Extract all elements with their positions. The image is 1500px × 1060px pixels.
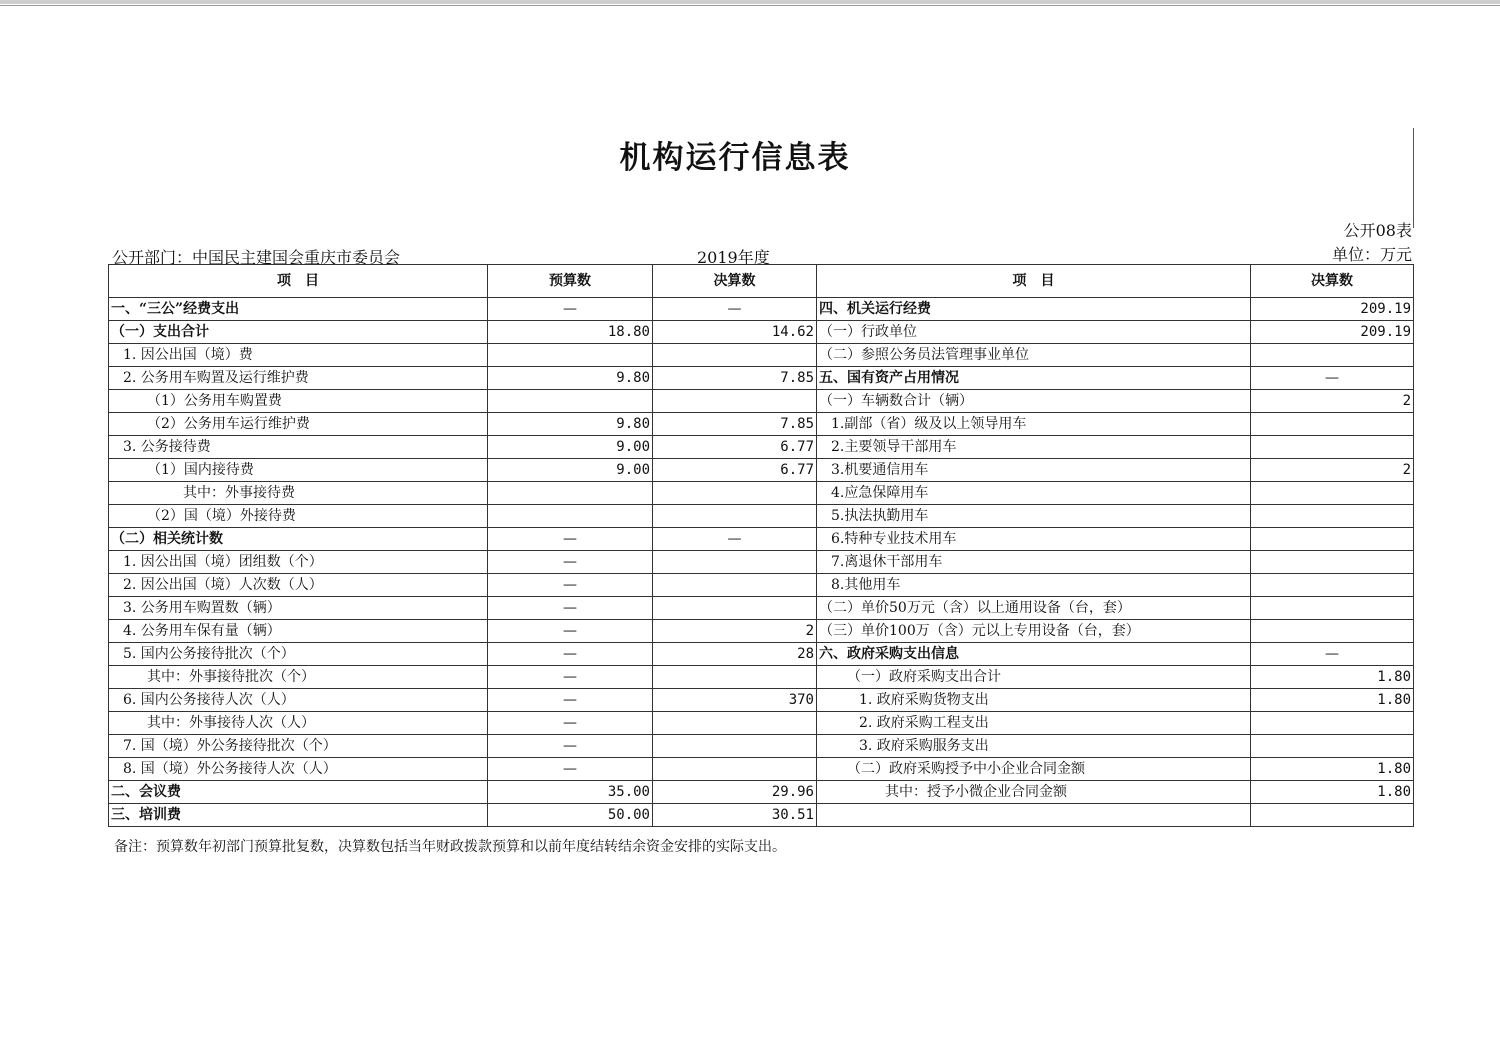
row-final <box>653 735 817 758</box>
table-row <box>109 620 1414 643</box>
row-final <box>653 344 817 367</box>
header-item-right: 项 目 <box>817 265 1251 298</box>
row-label: 1. 因公出国（境）团组数（个） <box>109 551 488 574</box>
row-right-label: 1. 政府采购货物支出 <box>817 689 1251 712</box>
row-budget: — <box>488 551 653 574</box>
row-final: 29.96 <box>653 781 817 804</box>
row-right-value <box>1251 735 1414 758</box>
year-label: 2019年度 <box>697 248 770 267</box>
row-right-label: 四、机关运行经费 <box>817 298 1251 321</box>
table-row <box>109 781 1414 804</box>
row-budget: — <box>488 758 653 781</box>
row-budget <box>488 505 653 528</box>
row-label: 其中：外事接待费 <box>109 482 488 505</box>
row-right-label: 5.执法执勤用车 <box>817 505 1251 528</box>
row-right-value: 209.19 <box>1251 321 1414 344</box>
row-right-value: — <box>1251 643 1414 666</box>
row-right-label: 六、政府采购支出信息 <box>817 643 1251 666</box>
footnote: 备注：预算数年初部门预算批复数，决算数包括当年财政拨款预算和以前年度结转结余资金安排的实际支出。 <box>114 839 786 855</box>
row-budget: — <box>488 620 653 643</box>
row-final: 370 <box>653 689 817 712</box>
table-row <box>109 390 1414 413</box>
header-final-left: 决算数 <box>653 265 817 298</box>
table-row <box>109 413 1414 436</box>
scan-top-rule <box>0 5 1500 6</box>
header-item-left: 项 目 <box>109 265 488 298</box>
info-table <box>108 264 1414 827</box>
row-right-value <box>1251 712 1414 735</box>
row-budget: 9.80 <box>488 367 653 390</box>
row-right-value: 2 <box>1251 390 1414 413</box>
row-right-value <box>1251 804 1414 827</box>
row-final: 2 <box>653 620 817 643</box>
row-final <box>653 390 817 413</box>
row-right-label: 7.离退休干部用车 <box>817 551 1251 574</box>
row-budget: 18.80 <box>488 321 653 344</box>
row-right-label: 3. 政府采购服务支出 <box>817 735 1251 758</box>
table-row <box>109 482 1414 505</box>
row-right-value: 1.80 <box>1251 666 1414 689</box>
row-right-label <box>817 804 1251 827</box>
row-right-label: 6.特种专业技术用车 <box>817 528 1251 551</box>
row-label: 2. 因公出国（境）人次数（人） <box>109 574 488 597</box>
row-budget: — <box>488 689 653 712</box>
row-right-label: 其中：授予小微企业合同金额 <box>817 781 1251 804</box>
row-final: 6.77 <box>653 459 817 482</box>
row-final <box>653 758 817 781</box>
row-right-label: （一）政府采购支出合计 <box>817 666 1251 689</box>
row-label: 5. 国内公务接待批次（个） <box>109 643 488 666</box>
row-final: 6.77 <box>653 436 817 459</box>
table-row <box>109 367 1414 390</box>
unit-label: 单位：万元 <box>1331 245 1412 264</box>
row-right-value <box>1251 551 1414 574</box>
row-budget: 9.00 <box>488 459 653 482</box>
table-row <box>109 298 1414 321</box>
table-row <box>109 804 1414 827</box>
row-label: 3. 公务接待费 <box>109 436 488 459</box>
row-right-label: 五、国有资产占用情况 <box>817 367 1251 390</box>
row-label: 8. 国（境）外公务接待人次（人） <box>109 758 488 781</box>
form-number: 公开08表 <box>1343 221 1412 240</box>
page-title: 机构运行信息表 <box>619 140 851 176</box>
row-right-value <box>1251 574 1414 597</box>
row-budget: — <box>488 712 653 735</box>
row-final <box>653 482 817 505</box>
table-row <box>109 643 1414 666</box>
row-budget: — <box>488 666 653 689</box>
table-row <box>109 735 1414 758</box>
row-label: 三、培训费 <box>109 804 488 827</box>
row-right-value: 209.19 <box>1251 298 1414 321</box>
row-label: 7. 国（境）外公务接待批次（个） <box>109 735 488 758</box>
row-label: 其中：外事接待批次（个） <box>109 666 488 689</box>
table-row <box>109 689 1414 712</box>
row-budget <box>488 390 653 413</box>
row-right-value <box>1251 528 1414 551</box>
row-right-label: 1.副部（省）级及以上领导用车 <box>817 413 1251 436</box>
table-header-row <box>109 265 1414 298</box>
row-label: （一）支出合计 <box>109 321 488 344</box>
row-right-label: （一）车辆数合计（辆） <box>817 390 1251 413</box>
row-label: （2）公务用车运行维护费 <box>109 413 488 436</box>
row-label: 1. 因公出国（境）费 <box>109 344 488 367</box>
row-final: 7.85 <box>653 367 817 390</box>
row-budget: — <box>488 298 653 321</box>
row-label: 其中：外事接待人次（人） <box>109 712 488 735</box>
row-right-value <box>1251 620 1414 643</box>
row-final: 7.85 <box>653 413 817 436</box>
table-row <box>109 436 1414 459</box>
row-right-label: 3.机要通信用车 <box>817 459 1251 482</box>
row-label: 2. 公务用车购置及运行维护费 <box>109 367 488 390</box>
row-budget: 50.00 <box>488 804 653 827</box>
row-right-value <box>1251 344 1414 367</box>
row-final: 28 <box>653 643 817 666</box>
row-right-value <box>1251 436 1414 459</box>
row-right-label: （二）参照公务员法管理事业单位 <box>817 344 1251 367</box>
row-budget: — <box>488 643 653 666</box>
row-budget <box>488 482 653 505</box>
table-row <box>109 344 1414 367</box>
row-budget: 9.80 <box>488 413 653 436</box>
row-right-label: 4.应急保障用车 <box>817 482 1251 505</box>
row-label: 4. 公务用车保有量（辆） <box>109 620 488 643</box>
table-row <box>109 459 1414 482</box>
row-budget: 9.00 <box>488 436 653 459</box>
row-final <box>653 505 817 528</box>
row-final <box>653 597 817 620</box>
row-final: — <box>653 528 817 551</box>
header-budget: 预算数 <box>488 265 653 298</box>
table-row <box>109 666 1414 689</box>
row-right-value: — <box>1251 367 1414 390</box>
row-right-value: 1.80 <box>1251 689 1414 712</box>
table-row <box>109 551 1414 574</box>
table-row <box>109 321 1414 344</box>
row-right-value <box>1251 505 1414 528</box>
scan-top-edge <box>0 0 1500 4</box>
table-row <box>109 712 1414 735</box>
row-budget: — <box>488 574 653 597</box>
row-final: 14.62 <box>653 321 817 344</box>
row-right-label: （二）政府采购授予中小企业合同金额 <box>817 758 1251 781</box>
row-label: （2）国（境）外接待费 <box>109 505 488 528</box>
row-budget: 35.00 <box>488 781 653 804</box>
header-final-right: 决算数 <box>1251 265 1414 298</box>
table-row <box>109 597 1414 620</box>
table-row <box>109 574 1414 597</box>
row-label: （1）公务用车购置费 <box>109 390 488 413</box>
row-final <box>653 574 817 597</box>
row-final <box>653 712 817 735</box>
row-right-value <box>1251 482 1414 505</box>
row-right-label: 2. 政府采购工程支出 <box>817 712 1251 735</box>
row-right-value <box>1251 413 1414 436</box>
table-row <box>109 758 1414 781</box>
row-budget: — <box>488 597 653 620</box>
row-budget <box>488 344 653 367</box>
row-right-label: （一）行政单位 <box>817 321 1251 344</box>
row-budget: — <box>488 528 653 551</box>
row-right-label: （三）单价100万（含）元以上专用设备（台，套） <box>817 620 1251 643</box>
row-final <box>653 666 817 689</box>
row-final <box>653 551 817 574</box>
row-label: 3. 公务用车购置数（辆） <box>109 597 488 620</box>
row-right-value: 1.80 <box>1251 781 1414 804</box>
row-right-value <box>1251 597 1414 620</box>
row-label: （二）相关统计数 <box>109 528 488 551</box>
row-right-label: （二）单价50万元（含）以上通用设备（台，套） <box>817 597 1251 620</box>
row-label: 二、会议费 <box>109 781 488 804</box>
table-row <box>109 505 1414 528</box>
row-budget: — <box>488 735 653 758</box>
row-right-label: 2.主要领导干部用车 <box>817 436 1251 459</box>
row-right-label: 8.其他用车 <box>817 574 1251 597</box>
department-label: 公开部门：中国民主建国会重庆市委员会 <box>112 248 401 267</box>
row-label: 6. 国内公务接待人次（人） <box>109 689 488 712</box>
row-label: 一、“三公”经费支出 <box>109 298 488 321</box>
row-final: 30.51 <box>653 804 817 827</box>
row-label: （1）国内接待费 <box>109 459 488 482</box>
row-right-value: 1.80 <box>1251 758 1414 781</box>
table-row <box>109 528 1414 551</box>
row-right-value: 2 <box>1251 459 1414 482</box>
row-final: — <box>653 298 817 321</box>
